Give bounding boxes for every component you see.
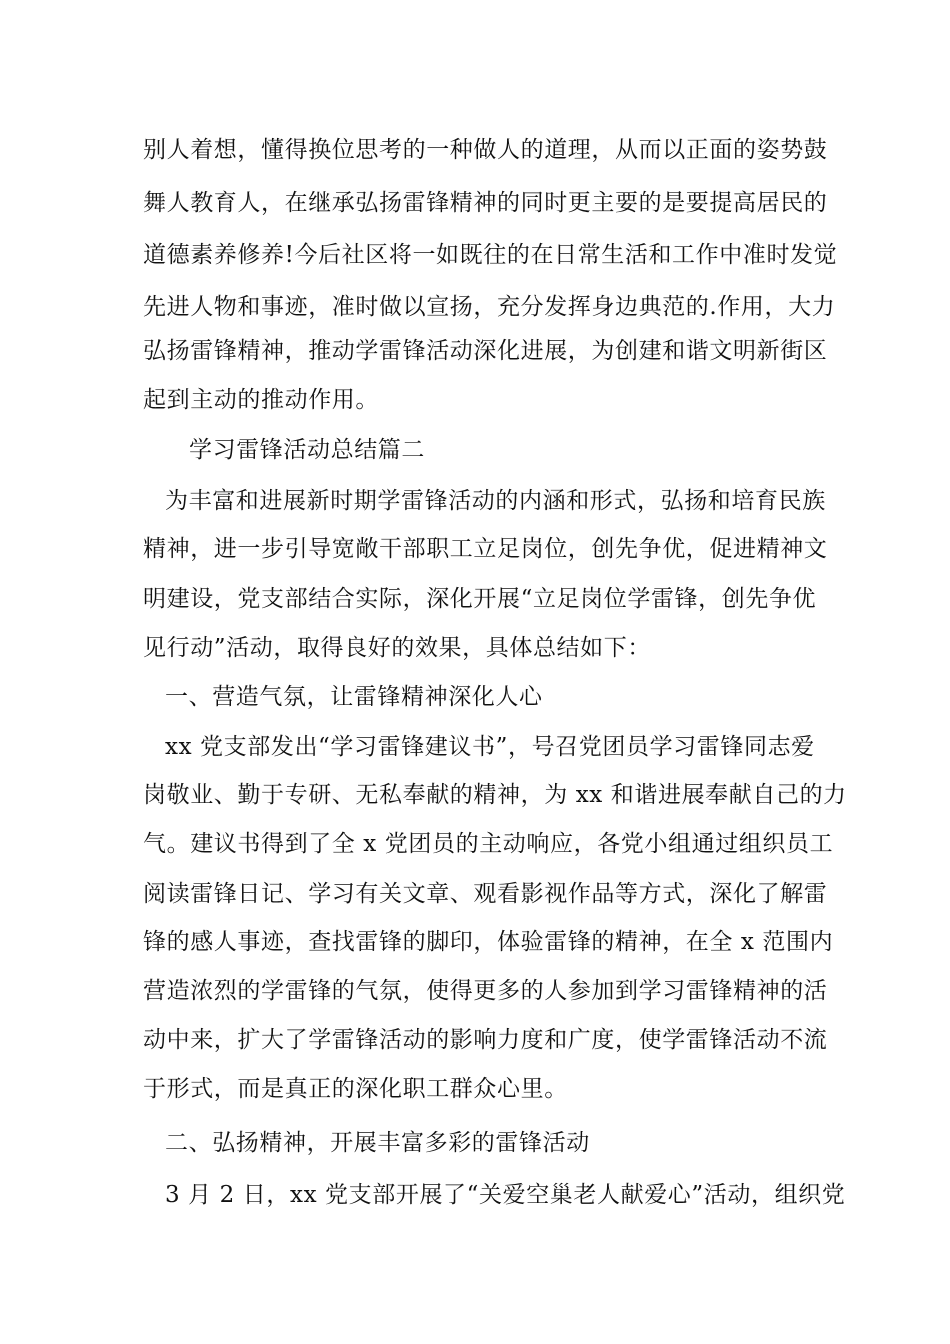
paragraph-line: 舞人教育人，在继承弘扬雷锋精神的同时更主要的是要提高居民的 (143, 190, 828, 216)
paragraph-line: 锋的感人事迹，查找雷锋的脚印，体验雷锋的精神，在全 x 范围内 (143, 929, 834, 955)
paragraph-line: 于形式，而是真正的深化职工群众心里。 (143, 1076, 568, 1102)
paragraph-line: 3 月 2 日，xx 党支部开展了“关爱空巢老人献爱心”活动，组织党 (165, 1182, 846, 1208)
paragraph-line: 起到主动的推动作用。 (143, 387, 379, 413)
paragraph-line: 动中来，扩大了学雷锋活动的影响力度和广度，使学雷锋活动不流 (143, 1027, 828, 1053)
paragraph-line: 别人着想，懂得换位思考的一种做人的道理，从而以正面的姿势鼓 (143, 137, 828, 163)
paragraph-line: 道德素养修养!今后社区将一如既往的在日常生活和工作中准时发觉 (143, 242, 838, 268)
subsection-heading: 二、弘扬精神，开展丰富多彩的雷锋活动 (165, 1130, 590, 1156)
paragraph-line: 岗敬业、勤于专研、无私奉献的精神，为 xx 和谐进展奉献自己的力 (143, 782, 847, 808)
subsection-heading: 一、营造气氛，让雷锋精神深化人心 (165, 684, 543, 710)
paragraph-line: 先进人物和事迹，准时做以宣扬，充分发挥身边典范的.作用，大力 (143, 294, 836, 320)
paragraph-line: 气。建议书得到了全 x 党团员的主动响应，各党小组通过组织员工 (143, 831, 834, 857)
paragraph-line: 弘扬雷锋精神，推动学雷锋活动深化进展，为创建和谐文明新街区 (143, 338, 828, 364)
paragraph-line: 明建设，党支部结合实际，深化开展“立足岗位学雷锋，创先争优 (143, 586, 817, 612)
paragraph-line: xx 党支部发出“学习雷锋建议书”，号召党团员学习雷锋同志爱 (165, 734, 815, 760)
paragraph-line: 精神，进一步引导宽敞干部职工立足岗位，创先争优，促进精神文 (143, 536, 828, 562)
paragraph-line: 为丰富和进展新时期学雷锋活动的内涵和形式，弘扬和培育民族 (165, 488, 826, 514)
paragraph-line: 营造浓烈的学雷锋的气氛，使得更多的人参加到学习雷锋精神的活 (143, 978, 828, 1004)
section-title: 学习雷锋活动总结篇二 (189, 437, 425, 463)
paragraph-line: 见行动”活动，取得良好的效果，具体总结如下： (143, 635, 651, 661)
paragraph-line: 阅读雷锋日记、学习有关文章、观看影视作品等方式，深化了解雷 (143, 881, 828, 907)
